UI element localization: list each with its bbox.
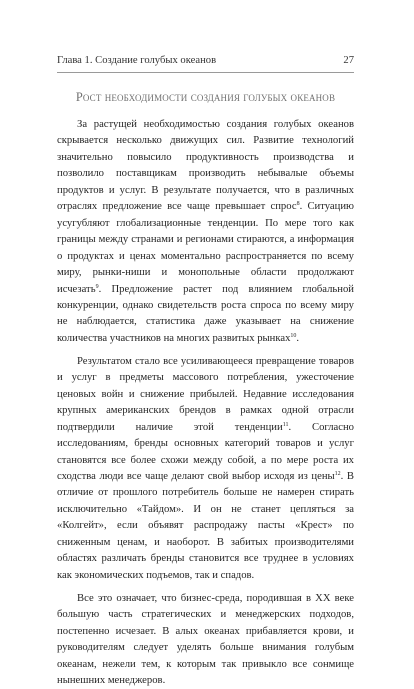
paragraph bbox=[57, 591, 354, 689]
paragraph-text: Результатом стало все усиливающееся превращение товаров и услуг в предметы массового потребления, ужесточение ценовых войн и снижение прибылей. Недавние исследования крупных американских брендов в рамках одной отрасли подтвердили наличие этой тенденции bbox=[57, 355, 354, 433]
paragraph-text: . Ситуацию усугубляют глобализационные тенденции. По мере того как границы между странами и регионами стираются, а информация о продуктах и ценах моментально распространяется по всему миру, рынки-ниши и монопольные области продолжают исчезать bbox=[57, 201, 354, 295]
paragraph bbox=[57, 354, 354, 584]
footnote-marker[interactable]: 12 bbox=[334, 471, 341, 478]
footnote-marker[interactable]: 10 bbox=[290, 332, 297, 339]
body-text bbox=[57, 117, 354, 689]
footnote-marker[interactable]: 9 bbox=[95, 283, 99, 290]
footnote-marker[interactable]: 8 bbox=[296, 201, 300, 208]
paragraph-text: . Предложение растет под влиянием глобальной конкуренции, однако свидетельств роста спроса по всему миру не наблюдается, статистика даже указывает на снижение количества участников на многих развитых рынках bbox=[57, 283, 354, 344]
paragraph-text: . bbox=[296, 332, 300, 344]
header-divider bbox=[57, 72, 354, 73]
page-number: 27 bbox=[343, 55, 354, 66]
paragraph bbox=[57, 117, 354, 347]
paragraph-text: За растущей необходимостью создания голубых океанов скрывается несколько движущих сил. Развитие технологий значительно повысило продуктивность производства и позволило поставщикам производить небывалые объемы продуктов и услуг. В результате получается, что в различных отраслях предложение все чаще превышает спрос bbox=[57, 119, 354, 213]
paragraph-text: Все это означает, что бизнес-среда, породившая в XX веке большую часть стратегических и менеджерских подходов, постепенно исчезает. В алых океанах прибавляется крови, и руководителям следует уделять больше внимания голубым океанам, нежели тем, к которым так привыкло все сонмище нынешних менеджеров. bbox=[57, 592, 354, 686]
paragraph-text: . В отличие от прошлого потребитель больше не намерен стирать исключительно «Тайдом». И он не станет цепляться за «Колгейт», если объявят распродажу пасты «Крест» по сниженным ценам, и наоборот. В забитых производителями областях различать бренды становится все труднее в условиях как экономических подъемов, так и спадов. bbox=[57, 471, 355, 581]
running-header bbox=[57, 53, 354, 69]
footnote-marker[interactable]: 11 bbox=[282, 421, 289, 428]
paragraph-text: . Согласно исследованиям, бренды основных категорий товаров и услуг становятся все более схожи между собой, а по мере роста их сходства люди все чаще делают свой выбор исходя из цены bbox=[57, 421, 354, 483]
chapter-title: Глава 1. Создание голубых океанов bbox=[57, 55, 217, 66]
section-title: Рост необходимости создания голубых океанов bbox=[75, 90, 336, 104]
